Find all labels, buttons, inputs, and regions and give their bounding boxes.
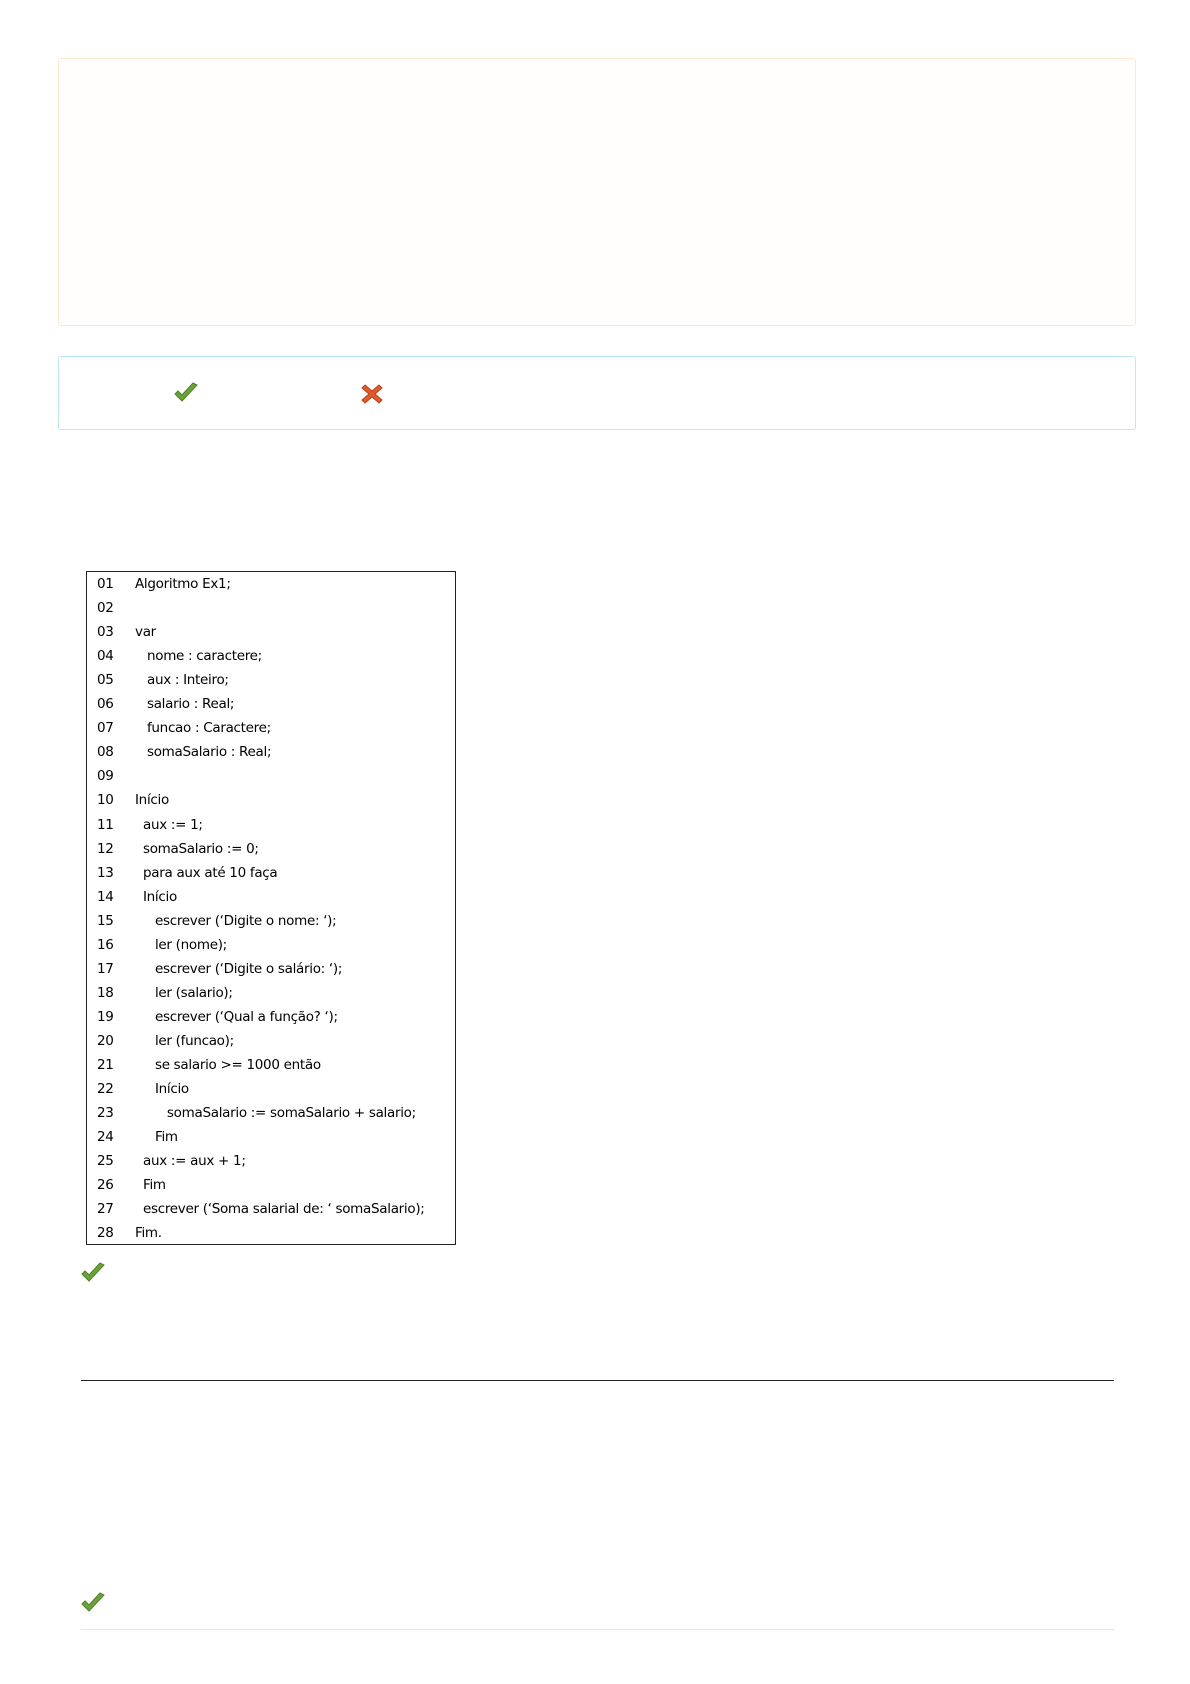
- line-number: 09: [97, 768, 114, 785]
- line-source: escrever (‘Digite o nome: ‘);: [135, 912, 337, 929]
- line-source: nome : caractere;: [135, 648, 262, 665]
- line-number: 01: [97, 576, 114, 592]
- code-line: [87, 1173, 455, 1197]
- code-line: [87, 957, 455, 981]
- line-source: Fim: [135, 1129, 178, 1146]
- code-line: [87, 740, 455, 764]
- line-source: escrever (‘Digite o salário: ‘);: [135, 960, 343, 977]
- code-line: [87, 837, 455, 861]
- code-line: [87, 1029, 455, 1053]
- code-line: [87, 1077, 455, 1101]
- code-line: [87, 596, 455, 620]
- line-source: ler (salario);: [135, 984, 233, 1001]
- code-line: [87, 1053, 455, 1077]
- line-source: aux := 1;: [135, 816, 203, 833]
- line-number: 13: [97, 864, 114, 881]
- code-line: [87, 1197, 455, 1221]
- line-number: 28: [97, 1225, 114, 1242]
- line-number: 16: [97, 936, 114, 953]
- line-number: 27: [97, 1201, 114, 1218]
- code-line: [87, 668, 455, 692]
- code-line: [87, 813, 455, 837]
- code-line: [87, 692, 455, 716]
- check-icon: [80, 1592, 106, 1614]
- line-number: 08: [97, 744, 114, 761]
- line-source: ler (funcao);: [135, 1032, 234, 1049]
- code-line: [87, 1125, 455, 1149]
- line-number: 11: [97, 816, 114, 833]
- line-number: 20: [97, 1032, 114, 1049]
- code-line: [87, 861, 455, 885]
- line-source: escrever (‘Soma salarial de: ‘ somaSalario);: [135, 1201, 425, 1218]
- code-line: [87, 764, 455, 788]
- line-number: 17: [97, 960, 114, 977]
- line-source: se salario >= 1000 então: [135, 1057, 321, 1073]
- section-divider: [81, 1380, 1114, 1381]
- line-source: aux := aux + 1;: [135, 1153, 246, 1170]
- line-number: 07: [97, 720, 114, 737]
- line-number: 18: [97, 984, 114, 1001]
- line-source: Início: [135, 888, 177, 905]
- line-source: Início: [135, 792, 169, 809]
- line-source: somaSalario : Real;: [135, 744, 272, 761]
- line-source: var: [135, 624, 156, 641]
- line-source: aux : Inteiro;: [135, 672, 229, 689]
- code-line: [87, 933, 455, 957]
- line-number: 14: [97, 888, 114, 905]
- code-line: [87, 620, 455, 644]
- line-source: escrever (‘Qual a função? ‘);: [135, 1008, 338, 1025]
- code-line: [87, 1149, 455, 1173]
- answer-legend-panel: [58, 356, 1136, 430]
- code-line: [87, 1101, 455, 1125]
- code-line: [87, 1005, 455, 1029]
- code-line: [87, 716, 455, 740]
- cross-icon: [361, 383, 383, 405]
- line-number: 22: [97, 1081, 114, 1098]
- algorithm-code-listing: [86, 571, 456, 1245]
- line-source: ler (nome);: [135, 936, 227, 953]
- code-line: [87, 644, 455, 668]
- line-number: 10: [97, 792, 114, 809]
- line-source: para aux até 10 faça: [135, 864, 278, 881]
- line-source: Fim.: [135, 1225, 162, 1242]
- code-line: [87, 788, 455, 812]
- code-line: [87, 909, 455, 933]
- line-number: 02: [97, 600, 114, 617]
- line-number: 26: [97, 1177, 114, 1194]
- line-number: 25: [97, 1153, 114, 1170]
- line-source: somaSalario := somaSalario + salario;: [135, 1105, 416, 1122]
- code-line: [87, 1221, 455, 1245]
- line-number: 05: [97, 672, 114, 689]
- line-number: 12: [97, 840, 114, 857]
- line-source: funcao : Caractere;: [135, 720, 271, 737]
- line-number: 23: [97, 1105, 114, 1122]
- footer-divider: [81, 1629, 1114, 1630]
- line-number: 04: [97, 648, 114, 665]
- line-source: salario : Real;: [135, 696, 235, 713]
- question-panel: [58, 58, 1136, 326]
- code-line: [87, 572, 455, 596]
- line-number: 19: [97, 1008, 114, 1025]
- line-source: Início: [135, 1081, 189, 1098]
- line-number: 06: [97, 696, 114, 713]
- check-icon: [173, 382, 199, 404]
- line-source: Algoritmo Ex1;: [135, 576, 231, 592]
- check-icon: [80, 1262, 106, 1284]
- line-number: 21: [97, 1057, 114, 1073]
- line-source: Fim: [135, 1177, 166, 1194]
- line-number: 15: [97, 912, 114, 929]
- line-source: somaSalario := 0;: [135, 840, 259, 857]
- code-line: [87, 981, 455, 1005]
- code-line: [87, 885, 455, 909]
- line-number: 24: [97, 1129, 114, 1146]
- line-number: 03: [97, 624, 114, 641]
